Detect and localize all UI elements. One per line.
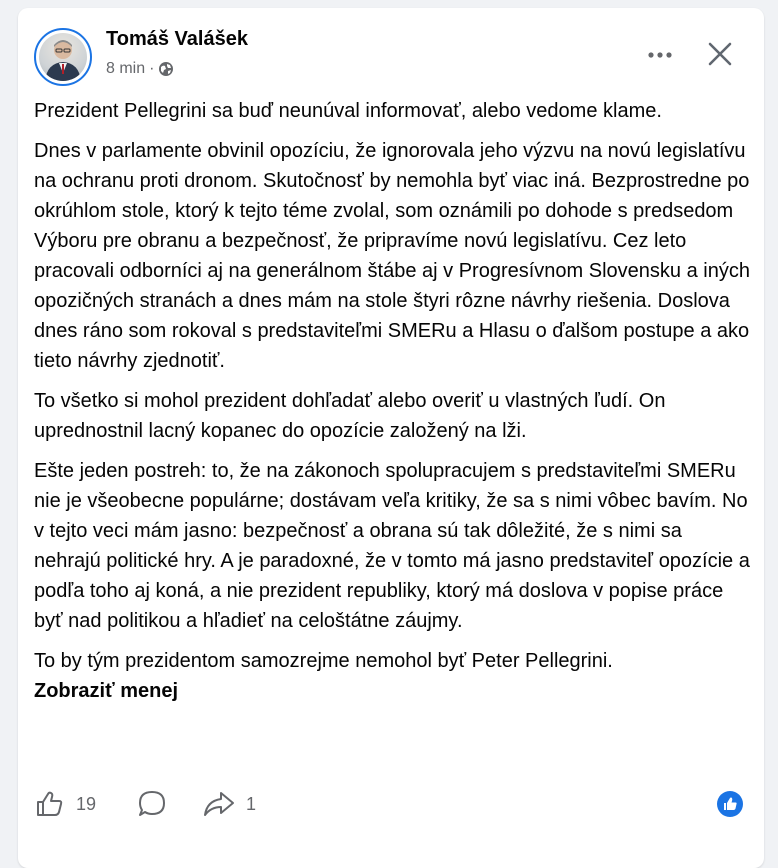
meta-separator: · bbox=[149, 60, 155, 77]
comment-icon bbox=[136, 788, 168, 820]
more-dots-icon bbox=[642, 40, 678, 70]
post-meta bbox=[106, 60, 174, 78]
post-footer bbox=[18, 784, 764, 824]
share-count: 1 bbox=[246, 793, 257, 814]
share-icon bbox=[202, 788, 236, 820]
close-icon bbox=[702, 36, 738, 72]
post-card bbox=[18, 8, 764, 868]
thumbs-up-icon bbox=[34, 788, 66, 820]
share-button[interactable] bbox=[202, 784, 256, 824]
post-paragraph: To všetko si mohol prezident dohľadať alebo overiť u vlastných ľudí. On uprednostnil lacný kopanec do opozície založený na lži. bbox=[34, 390, 666, 442]
post-paragraph: To by tým prezidentom samozrejme nemohol byť Peter Pellegrini. bbox=[34, 650, 613, 672]
post-time[interactable]: 8 min bbox=[106, 60, 146, 77]
post-header bbox=[18, 8, 764, 100]
like-reaction-icon bbox=[716, 790, 744, 818]
post-paragraph: Ešte jeden postreh: to, že na zákonoch spolupracujem s predstaviteľmi SMERu nie je všeobecne populárne; dostávam veľa kritiky, že sa s nimi vôbec bavím. No v tejto veci mám jasno: bezpečnosť a obrana sú tak dôležité, že s nimi sa nehrajú politické hry. A je paradoxné, že v tomto má jasno predstaviteľ opozície a podľa toho aj koná, a nie prezident republiky, ktorý má doslova v popise práce byť nad politikou a hľadieť na celoštátne záujmy. bbox=[34, 460, 750, 632]
avatar-photo bbox=[39, 33, 87, 81]
post-body bbox=[34, 96, 750, 706]
post-paragraph: Prezident Pellegrini sa buď neunúval informovať, alebo vedome klame. bbox=[34, 100, 662, 122]
comment-button[interactable] bbox=[136, 784, 168, 824]
like-count: 19 bbox=[76, 793, 97, 814]
author-name[interactable]: Tomáš Valášek bbox=[106, 28, 248, 50]
avatar[interactable] bbox=[34, 28, 92, 86]
person-silhouette-icon bbox=[39, 33, 87, 81]
like-reaction-badge[interactable] bbox=[716, 790, 744, 818]
post-paragraph: Dnes v parlamente obvinil opozíciu, že ignorovala jeho výzvu na novú legislatívu na ochranu proti dronom. Skutočnosť by nemohla byť viac iná. Bezprostredne po okrúhlom stole, ktorý k tejto téme zvolal, som oznámili po dohode s predsedom Výboru pre obranu a bezpečnosť, že pripravíme novú legislatívu. Cez leto pracovali odborníci aj na generálnom štábe aj v Progresívnom Slovensku a iných opozičných stranách a dnes mám na stole štyri rôzne návrhy riešenia. Doslova dnes ráno som rokoval s predstaviteľmi SMERu a Hlasu o ďalšom postupe a ako tieto návrhy zjednotiť. bbox=[34, 140, 750, 372]
globe-icon[interactable] bbox=[158, 61, 174, 77]
see-less-link[interactable]: Zobraziť menej bbox=[34, 680, 179, 702]
close-button[interactable] bbox=[702, 36, 738, 72]
like-button[interactable] bbox=[34, 784, 96, 824]
more-options-button[interactable] bbox=[642, 40, 678, 70]
